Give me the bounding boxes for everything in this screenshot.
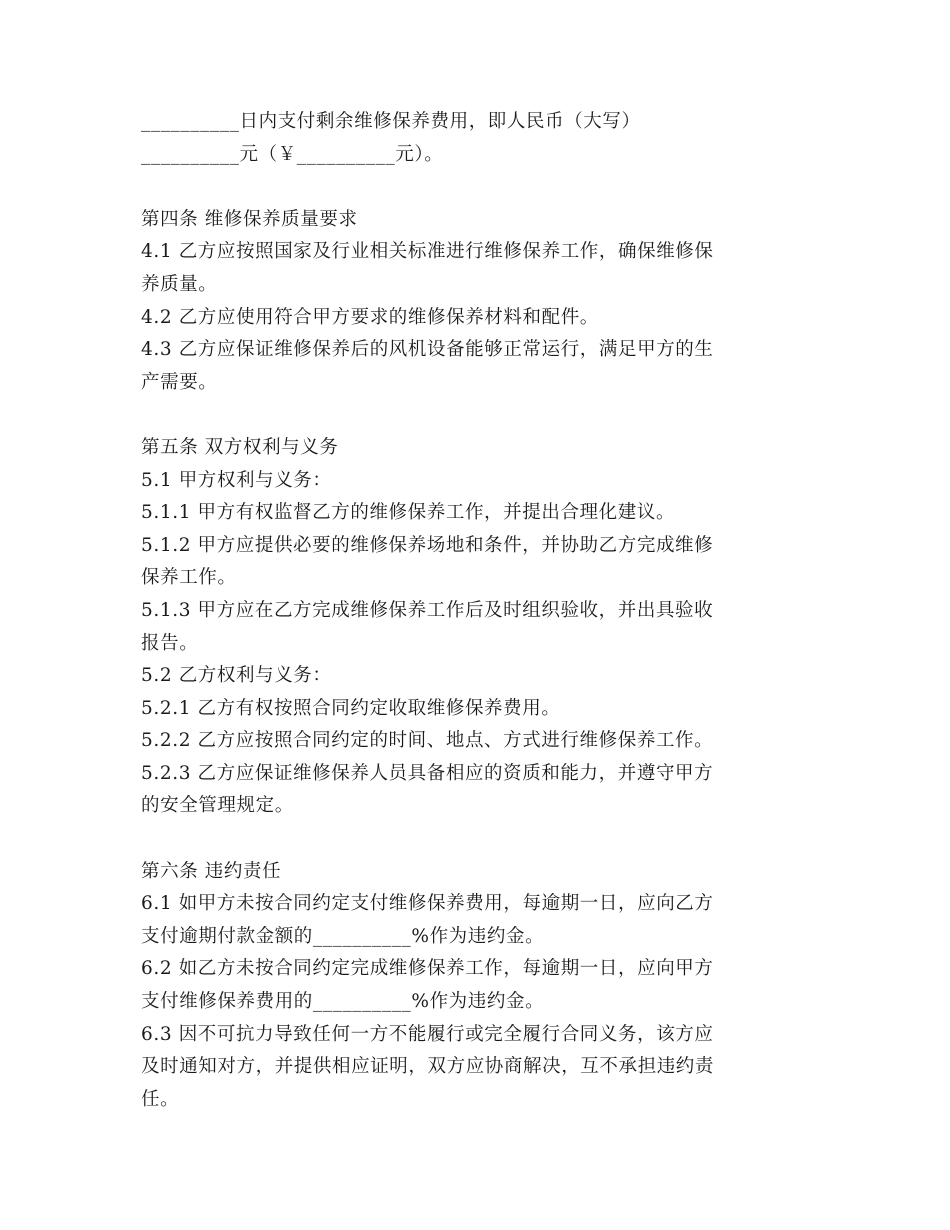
clause-line: 5.1.1 甲方有权监督乙方的维修保养工作，并提出合理化建议。 [141, 502, 676, 524]
paragraph-gap [141, 171, 796, 204]
clause-line: 4.1 乙方应按照国家及行业相关标准进行维修保养工作，确保维修保 [141, 241, 714, 263]
clause-line: 任。 [141, 1088, 180, 1110]
paragraph-gap [141, 823, 796, 856]
text-line: __________元（￥__________元）。 [141, 143, 444, 165]
clause-line: 支付逾期付款金额的__________%作为违约金。 [141, 925, 545, 947]
clause-line: 的安全管理规定。 [141, 795, 294, 817]
clause-line: 5.2.2 乙方应按照合同约定的时间、地点、方式进行维修保养工作。 [141, 730, 714, 752]
article-heading: 第六条 违约责任 [141, 860, 282, 882]
article-heading: 第四条 维修保养质量要求 [141, 208, 358, 230]
article-6 [141, 856, 796, 1117]
clause-line: 产需要。 [141, 371, 218, 393]
clause-line: 6.3 因不可抗力导致任何一方不能履行或完全履行合同义务，该方应 [141, 1023, 714, 1045]
clause-line: 5.2 乙方权利与义务： [141, 665, 332, 687]
clause-line: 5.2.1 乙方有权按照合同约定收取维修保养费用。 [141, 697, 561, 719]
clause-line: 4.2 乙方应使用符合甲方要求的维修保养材料和配件。 [141, 306, 599, 328]
clause-line: 5.2.3 乙方应保证维修保养人员具备相应的资质和能力，并遵守甲方 [141, 762, 714, 784]
clause-line: 6.2 如乙方未按合同约定完成维修保养工作，每逾期一日，应向甲方 [141, 958, 714, 980]
clause-line: 及时通知对方，并提供相应证明，双方应协商解决，互不承担违约责 [141, 1056, 715, 1078]
clause-line: 养质量。 [141, 273, 218, 295]
clause-line: 6.1 如甲方未按合同约定支付维修保养费用，每逾期一日，应向乙方 [141, 893, 714, 915]
clause-line: 保养工作。 [141, 567, 237, 589]
text-line: __________日内支付剩余维修保养费用，即人民币（大写） [141, 111, 641, 132]
clause-line: 4.3 乙方应保证维修保养后的风机设备能够正常运行，满足甲方的生 [141, 339, 714, 361]
document-page [141, 106, 796, 1116]
paragraph-gap [141, 399, 796, 432]
article-heading: 第五条 双方权利与义务 [141, 436, 339, 458]
clause-line: 5.1.2 甲方应提供必要的维修保养场地和条件，并协助乙方完成维修 [141, 534, 714, 556]
intro-paragraph [141, 106, 796, 171]
clause-line: 5.1.3 甲方应在乙方完成维修保养工作后及时组织验收，并出具验收 [141, 599, 714, 621]
clause-line: 5.1 甲方权利与义务： [141, 469, 332, 491]
article-5 [141, 432, 796, 823]
clause-line: 报告。 [141, 632, 199, 654]
article-4 [141, 204, 796, 400]
clause-line: 支付维修保养费用的__________%作为违约金。 [141, 991, 545, 1013]
